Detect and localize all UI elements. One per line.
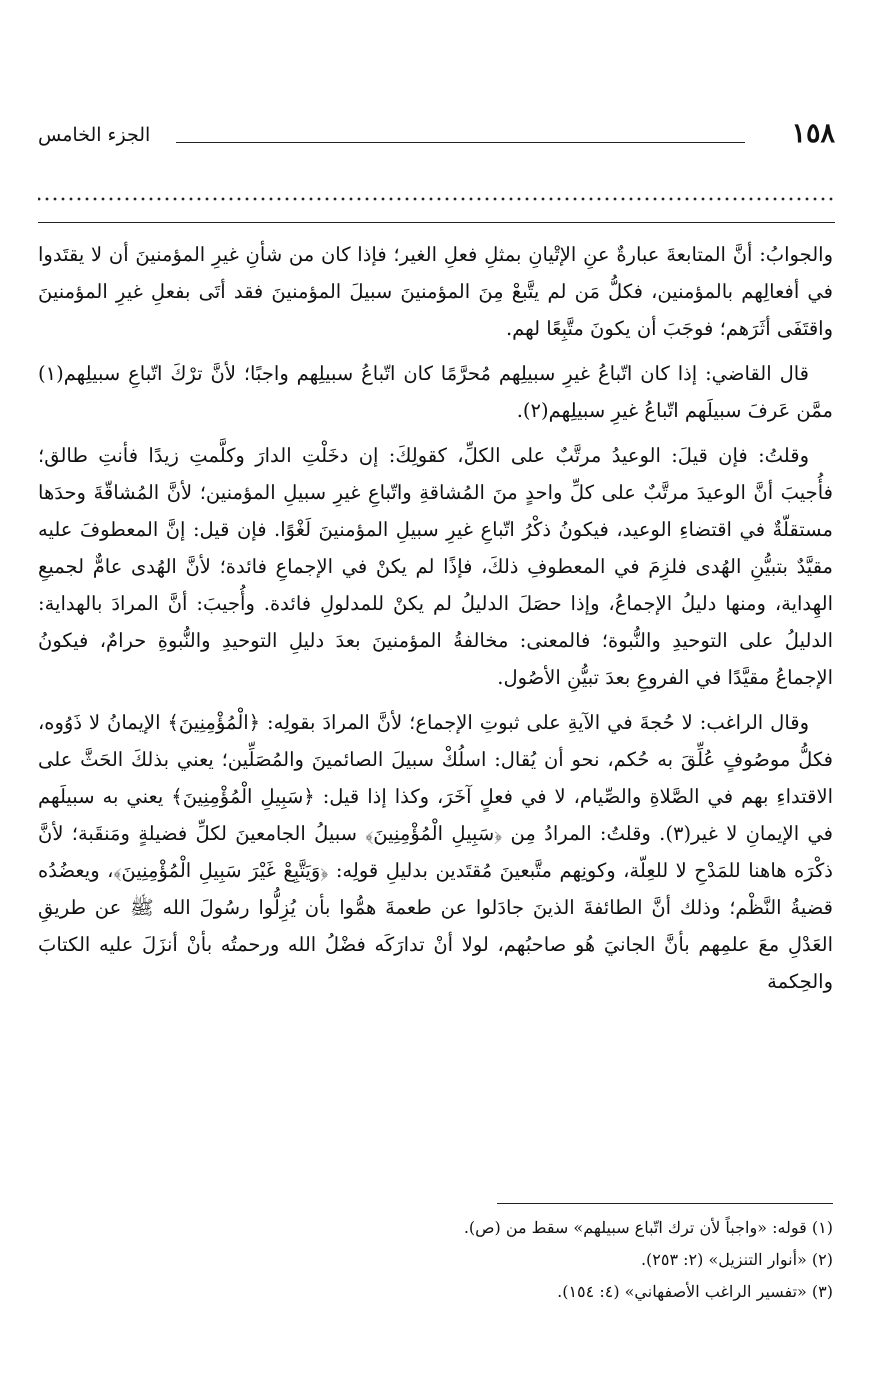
footnotes (300, 1212, 833, 1308)
header-rule (176, 142, 745, 143)
paragraph-answer: والجوابُ: أنَّ المتابعةَ عبارةٌ عنِ الإتْيانِ بمثلِ فعلِ الغير؛ فإذا كان من شأنِ غيرِ المؤمنينَ أن لا يقتَدوا في أفعالِهم بالمؤمنين، فكلُّ مَن لم يتَّبعْ مِنَ المؤمنينَ سبيلَ المؤمنينَ فقد أتَى بفعلِ غيرِ المؤمنينَ واقتَفَى أثَرَهم؛ فوجَبَ أن يكونَ متَّبِعًا لهم. (38, 243, 833, 340)
page-header (38, 116, 835, 156)
dotted-separator (38, 192, 835, 206)
footnote-2: (٢) «أنوار التنزيل» (٢: ٢٥٣). (640, 1250, 833, 1269)
footnote-1: (١) قوله: «واجباً لأن ترك اتّباع سبيلهم» سقط من (ص). (463, 1218, 833, 1237)
main-text (38, 236, 833, 1008)
running-title: الجزء الخامس (38, 124, 151, 146)
paragraph-objection: وقلتُ: فإن قيلَ: الوعيدُ مرتَّبٌ على الكلِّ، كقولِكَ: إن دخَلْتِ الدارَ وكلَّمتِ زيدًا فأنتِ طالق؛ فأُجيبَ أنَّ الوعيدَ مرتَّبٌ على كلِّ واحدٍ منَ المُشاقةِ واتّباعِ غيرِ سبيلِ المؤمنين؛ لأنَّ المُشاقّةَ وحدَها مستقلّةٌ في اقتضاءِ الوعيد، فيكونُ ذكْرُ اتّباعِ غيرِ سبيلِ المؤمنينَ لَغْوًا. فإن قيل: إنَّ المعطوفَ عليه مقيَّدٌ بتبيُّنِ الهُدى فلزِمَ في المعطوفِ ذلكَ، فإذًا لم يكنْ في الإجماعِ فائدة؛ لأنَّ الهُدى عامٌّ لجميعِ الهِداية، ومنها دليلُ الإجماعُ، وإذا حصَلَ الدليلُ لم يكنْ للمدلولِ فائدة. وأُجيبَ: أنَّ المرادَ بالهداية: الدليلُ على التوحيدِ والنُّبوة؛ فالمعنى: مخالفةُ المؤمنينَ بعدَ دليلِ التوحيدِ والنُّبوةِ حرامٌ، فيكونُ الإجماعُ مقيَّدًا في الفروعِ بعدَ تبيُّنِ الأصُول. (38, 444, 833, 689)
paragraph-qadi: قال القاضي: إذا كان اتّباعُ غيرِ سبيلِهم مُحرَّمًا كان اتّباعُ سبيلِهم واجبًا؛ لأنَّ ترْكَ اتّباعِ سبيلِهم(١) ممَّن عَرفَ سبيلَهم اتّباعُ غيرِ سبيلِهم(٢). (38, 362, 833, 422)
page-number: ١٥٨ (791, 118, 835, 149)
footnote-3: (٣) «تفسير الراغب الأصفهاني» (٤: ١٥٤). (557, 1282, 833, 1301)
footnote-rule (497, 1203, 833, 1204)
body-top-rule (38, 222, 835, 223)
paragraph-raghib: وقال الراغب: لا حُجةَ في الآيةِ على ثبوتِ الإجماع؛ لأنَّ المرادَ بقولِه: ﴿الْمُؤْمِنِينَ﴾ الإيمانُ لا ذَوُوه، فكلُّ موصُوفٍ عُلِّقَ به حُكم، نحو أن يُقال: اسلُكْ سبيلَ الصائمينَ والمُصَلِّين؛ يعني بذلكَ الحَثَّ على الاقتداءِ بهم في الصَّلاةِ والصِّيام، لا في فعلٍ آخَرَ، وكذا إذا قيل: ﴿سَبِيلِ الْمُؤْمِنِينَ﴾ يعني به سبيلَهم في الإيمانِ لا غير(٣). وقلتُ: المرادُ مِن ﴿سَبِيلِ الْمُؤْمِنِينَ﴾ سبيلُ الجامعينَ لكلِّ فضيلةٍ ومَنقَبة؛ لأنَّ ذكْرَه هاهنا للمَدْحِ لا للعِلّة، وكونِهم متَّبعينَ مُقتَدين بدليلِ قولِه: ﴿وَيَتَّبِعْ غَيْرَ سَبِيلِ الْمُؤْمِنِينَ﴾، ويعضُدُه قضيةُ النَّظْم؛ وذلك أنَّ الطائفةَ الذينَ جادَلوا عن طعمةَ همُّوا بأن يُزِلُّوا رسُولَ الله ﷺ عن طريقِ العَدْلِ معَ علمِهم بأنَّ الجانيَ هُو صاحبُهم، لولا أنْ تدارَكَه فضْلُ الله ورحمتُه بأنْ أنزَلَ عليه الكتابَ والحِكمة (38, 711, 833, 993)
